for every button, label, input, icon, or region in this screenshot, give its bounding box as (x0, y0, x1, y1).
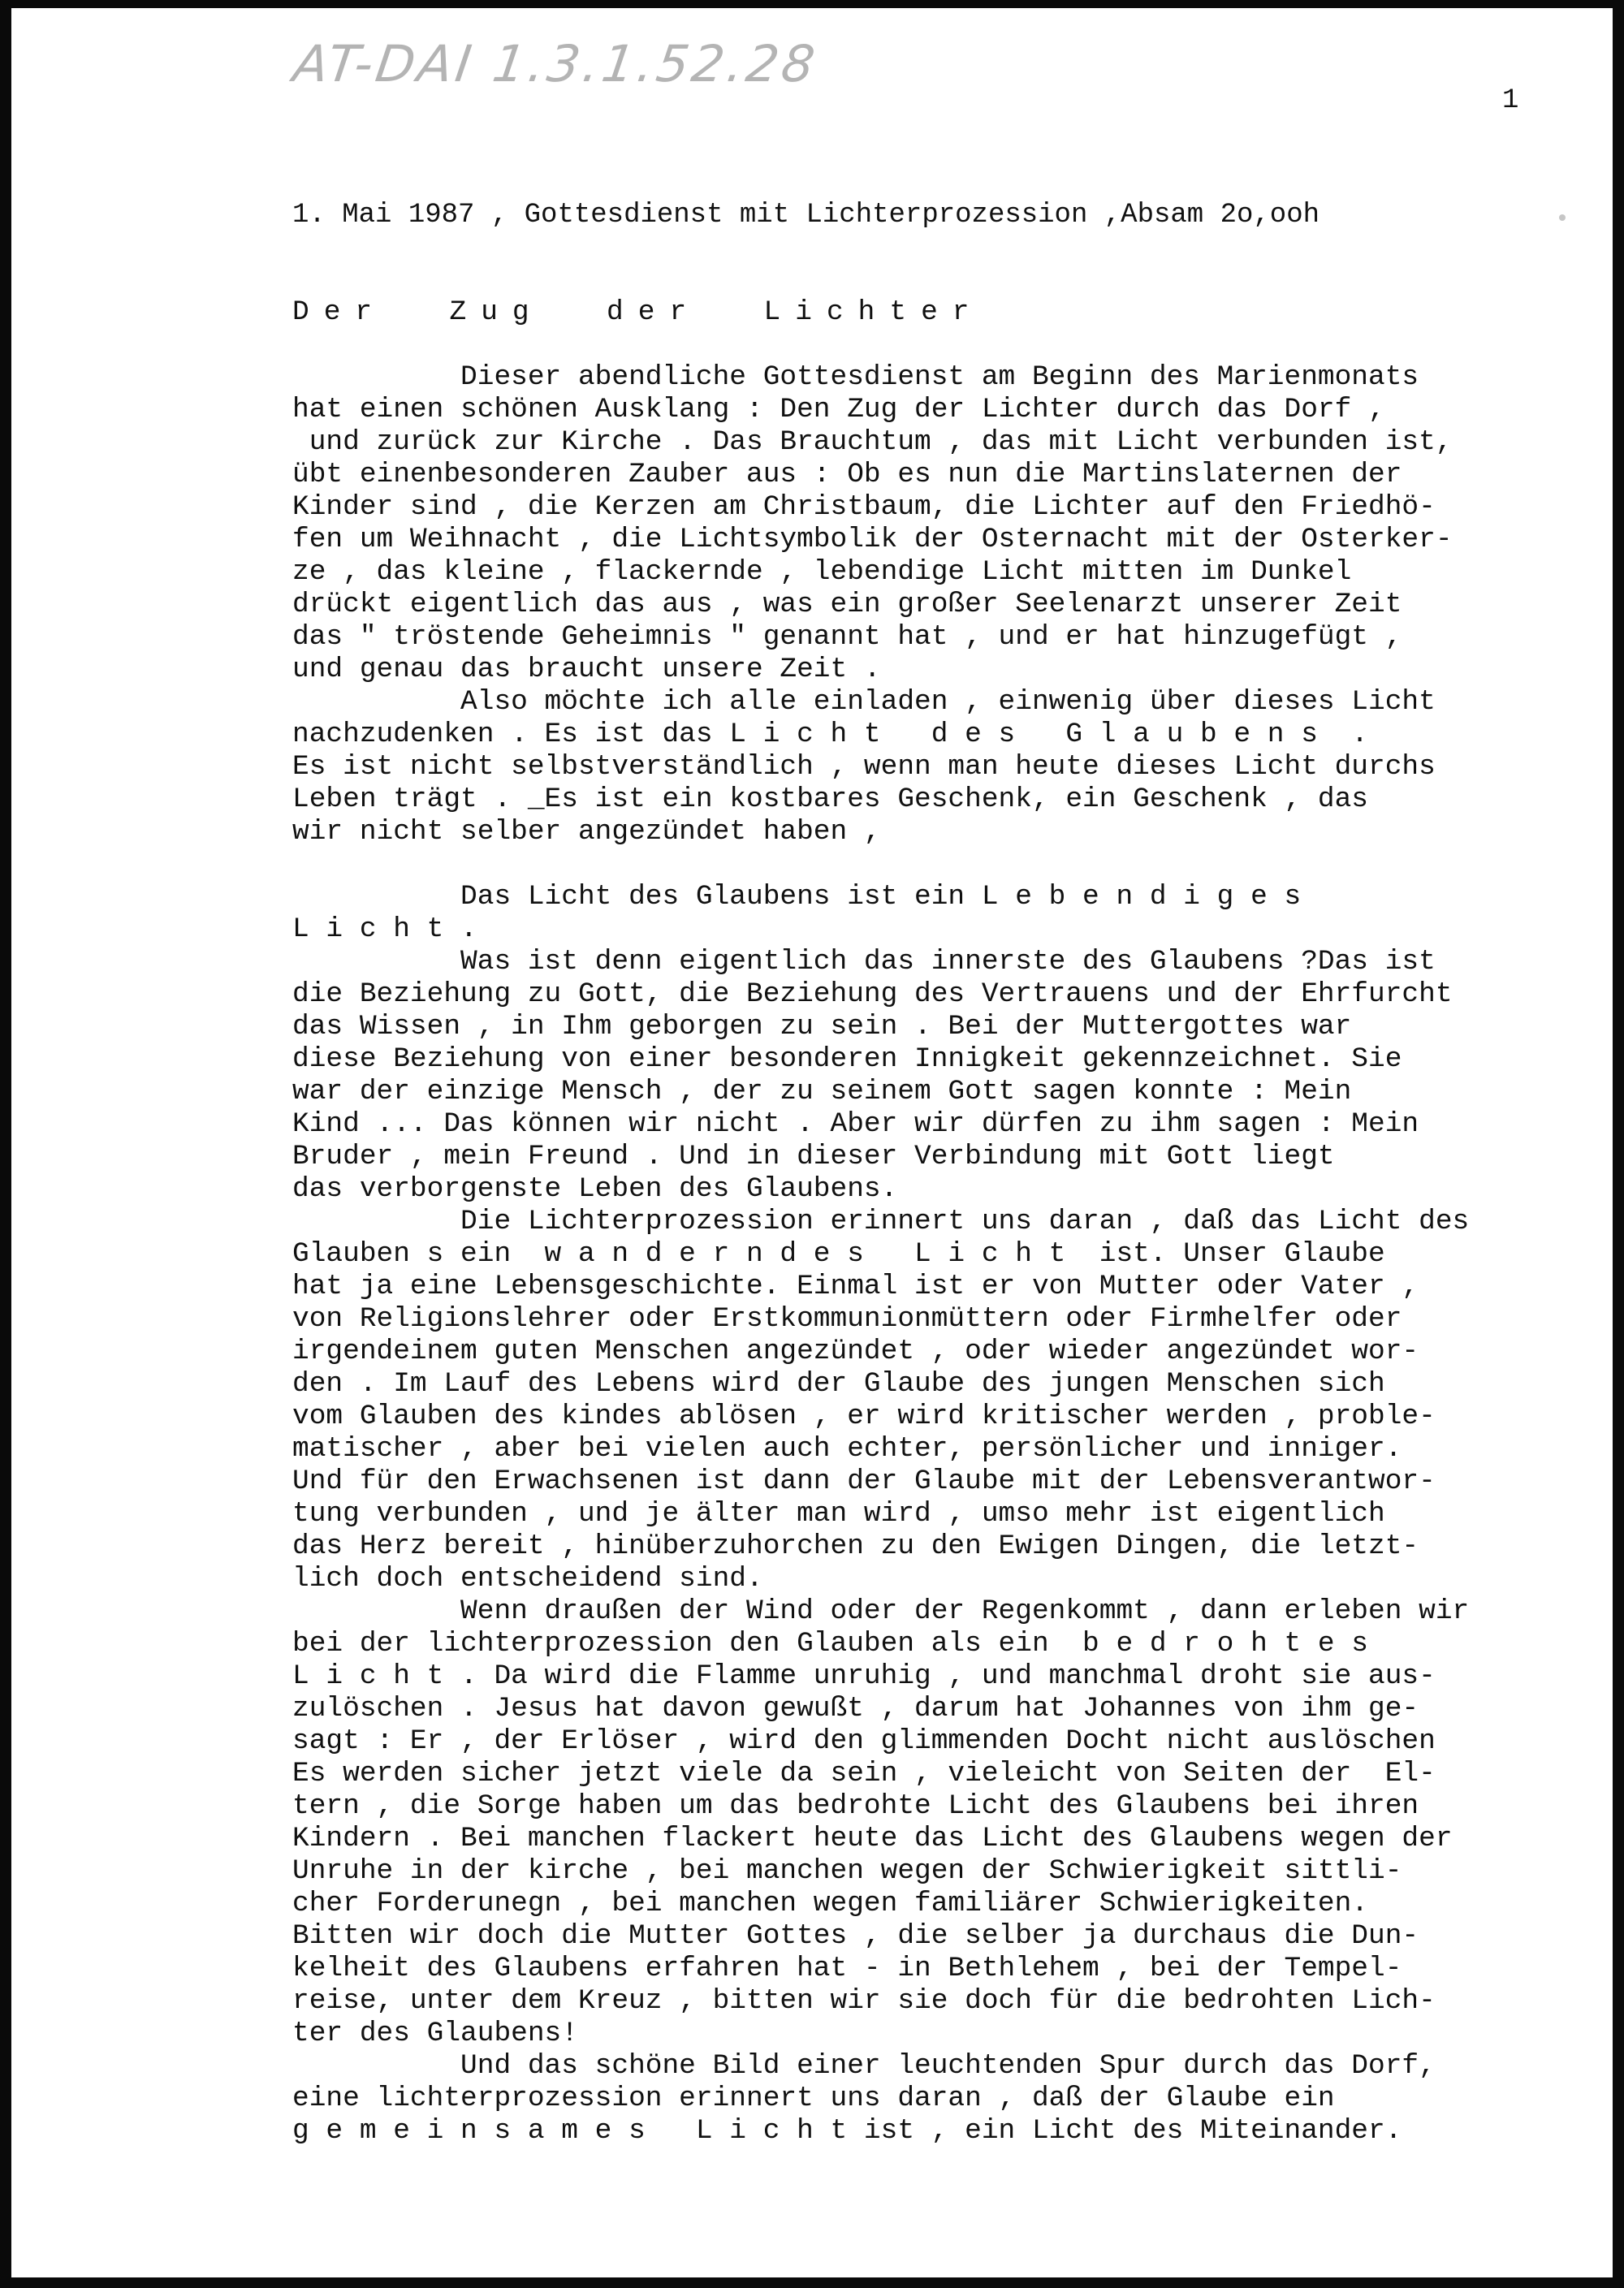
text-line: Dieser abendliche Gottesdienst am Beginn des Marienmonats (292, 361, 1419, 393)
text-line: tern , die Sorge haben um das bedrohte Licht des Glaubens bei ihren (292, 1790, 1419, 1822)
document-header: 1. Mai 1987 , Gottesdienst mit Lichterprozession ,Absam 2o,ooh (292, 200, 1320, 231)
text-line: das verborgenste Leben des Glaubens. (292, 1173, 898, 1205)
text-line: reise, unter dem Kreuz , bitten wir sie doch für die bedrohten Lich- (292, 1985, 1436, 2017)
text-line: die Beziehung zu Gott, die Beziehung des Vertrauens und der Ehrfurcht (292, 978, 1453, 1010)
text-line: das " tröstende Geheimnis " genannt hat , und er hat hinzugefügt , (292, 621, 1402, 653)
text-line: Also möchte ich alle einladen , einwenig über dieses Licht (292, 686, 1436, 718)
text-line: Was ist denn eigentlich das innerste des Glaubens ?Das ist (292, 946, 1436, 978)
text-line: wir nicht selber angezündet haben , (292, 816, 881, 848)
text-line: und genau das braucht unsere Zeit . (292, 654, 881, 685)
text-line: das Wissen , in Ihm geborgen zu sein . Bei der Muttergottes war (292, 1011, 1352, 1043)
text-line: von Religionslehrer oder Erstkommunionmüttern oder Firmhelfer oder (292, 1303, 1402, 1335)
text-line: L i c h t . (292, 913, 477, 945)
text-line: Die Lichterprozession erinnert uns daran , daß das Licht des (292, 1206, 1470, 1237)
text-line: bei der lichterprozession den Glauben als ein b e d r o h t e s (292, 1628, 1369, 1660)
text-line: cher Forderunegn , bei manchen wegen familiärer Schwierigkeiten. (292, 1888, 1369, 1919)
archive-signature: AT-DAI 1.3.1.52.28 (289, 34, 822, 93)
text-line: vom Glauben des kindes ablösen , er wird kritischer werden , proble- (292, 1401, 1436, 1432)
text-line: und zurück zur Kirche . Das Brauchtum , das mit Licht verbunden ist, (292, 426, 1453, 458)
text-lines (292, 361, 1613, 2148)
text-line: Kinder sind , die Kerzen am Christbaum, die Lichter auf den Friedhö- (292, 491, 1436, 523)
text-line: lich doch entscheidend sind. (292, 1563, 763, 1595)
text-line: Leben trägt . _Es ist ein kostbares Geschenk, ein Geschenk , das (292, 784, 1369, 815)
text-line (292, 848, 1613, 881)
document-body (292, 296, 1613, 2148)
text-line: fen um Weihnacht , die Lichtsymbolik der Osternacht mit der Osterker- (292, 524, 1453, 555)
text-line: ter des Glaubens! (292, 2018, 578, 2049)
text-line: Und das schöne Bild einer leuchtenden Spur durch das Dorf, (292, 2050, 1436, 2082)
text-line: Es werden sicher jetzt viele da sein , vieleicht von Seiten der El- (292, 1758, 1436, 1789)
text-line: drückt eigentlich das aus , was ein großer Seelenarzt unserer Zeit (292, 589, 1402, 620)
spacer (292, 329, 1613, 361)
text-line: hat ja eine Lebensgeschichte. Einmal ist er von Mutter oder Vater , (292, 1271, 1419, 1302)
text-line: Es ist nicht selbstverständlich , wenn man heute dieses Licht durchs (292, 751, 1436, 783)
text-line: sagt : Er , der Erlöser , wird den glimmenden Docht nicht auslöschen (292, 1725, 1436, 1757)
text-line: L i c h t . Da wird die Flamme unruhig , und manchmal droht sie aus- (292, 1660, 1436, 1692)
text-line: Glauben s ein w a n d e r n d e s L i c h t ist. Unser Glaube (292, 1238, 1385, 1270)
text-line: ze , das kleine , flackernde , lebendige Licht mitten im Dunkel (292, 556, 1352, 588)
text-line: nachzudenken . Es ist das L i c h t d e s G l a u b e n s . (292, 719, 1369, 750)
text-line: war der einzige Mensch , der zu seinem Gott sagen konnte : Mein (292, 1076, 1352, 1107)
text-line: Bruder , mein Freund . Und in dieser Verbindung mit Gott liegt (292, 1141, 1335, 1172)
document-title: Der Zug der Lichter (292, 296, 984, 328)
document-page (11, 8, 1613, 2277)
text-line: irgendeinem guten Menschen angezündet , oder wieder angezündet wor- (292, 1336, 1419, 1367)
text-line: eine lichterprozession erinnert uns daran , daß der Glaube ein (292, 2083, 1335, 2114)
text-line: das Herz bereit , hinüberzuhorchen zu den Ewigen Dingen, die letzt- (292, 1530, 1419, 1562)
text-line: den . Im Lauf des Lebens wird der Glaube des jungen Menschen sich (292, 1368, 1385, 1400)
text-line: Kind ... Das können wir nicht . Aber wir dürfen zu ihm sagen : Mein (292, 1108, 1419, 1140)
paper-spot (1559, 214, 1566, 221)
text-line: übt einenbesonderen Zauber aus : Ob es nun die Martinslaternen der (292, 459, 1402, 490)
text-line: Kindern . Bei manchen flackert heute das Licht des Glaubens wegen der (292, 1823, 1453, 1854)
text-line: kelheit des Glaubens erfahren hat - in Bethlehem , bei der Tempel- (292, 1953, 1402, 1984)
text-line: Bitten wir doch die Mutter Gottes , die selber ja durchaus die Dun- (292, 1920, 1419, 1952)
text-line: diese Beziehung von einer besonderen Innigkeit gekennzeichnet. Sie (292, 1043, 1402, 1075)
text-line: tung verbunden , und je älter man wird , umso mehr ist eigentlich (292, 1498, 1385, 1530)
text-line: Das Licht des Glaubens ist ein L e b e n d i g e s (292, 881, 1302, 913)
text-line: g e m e i n s a m e s L i c h t ist , ein Licht des Miteinander. (292, 2115, 1402, 2147)
text-line: Wenn draußen der Wind oder der Regenkommt , dann erleben wir (292, 1595, 1470, 1627)
text-line: hat einen schönen Ausklang : Den Zug der Lichter durch das Dorf , (292, 394, 1385, 425)
page-number: 1 (1502, 85, 1519, 116)
text-line: matischer , aber bei vielen auch echter, persönlicher und inniger. (292, 1433, 1402, 1465)
text-line: zulöschen . Jesus hat davon gewußt , darum hat Johannes von ihm ge- (292, 1693, 1419, 1725)
text-line: Und für den Erwachsenen ist dann der Glaube mit der Lebensverantwor- (292, 1466, 1436, 1497)
text-line: Unruhe in der kirche , bei manchen wegen der Schwierigkeit sittli- (292, 1855, 1402, 1887)
